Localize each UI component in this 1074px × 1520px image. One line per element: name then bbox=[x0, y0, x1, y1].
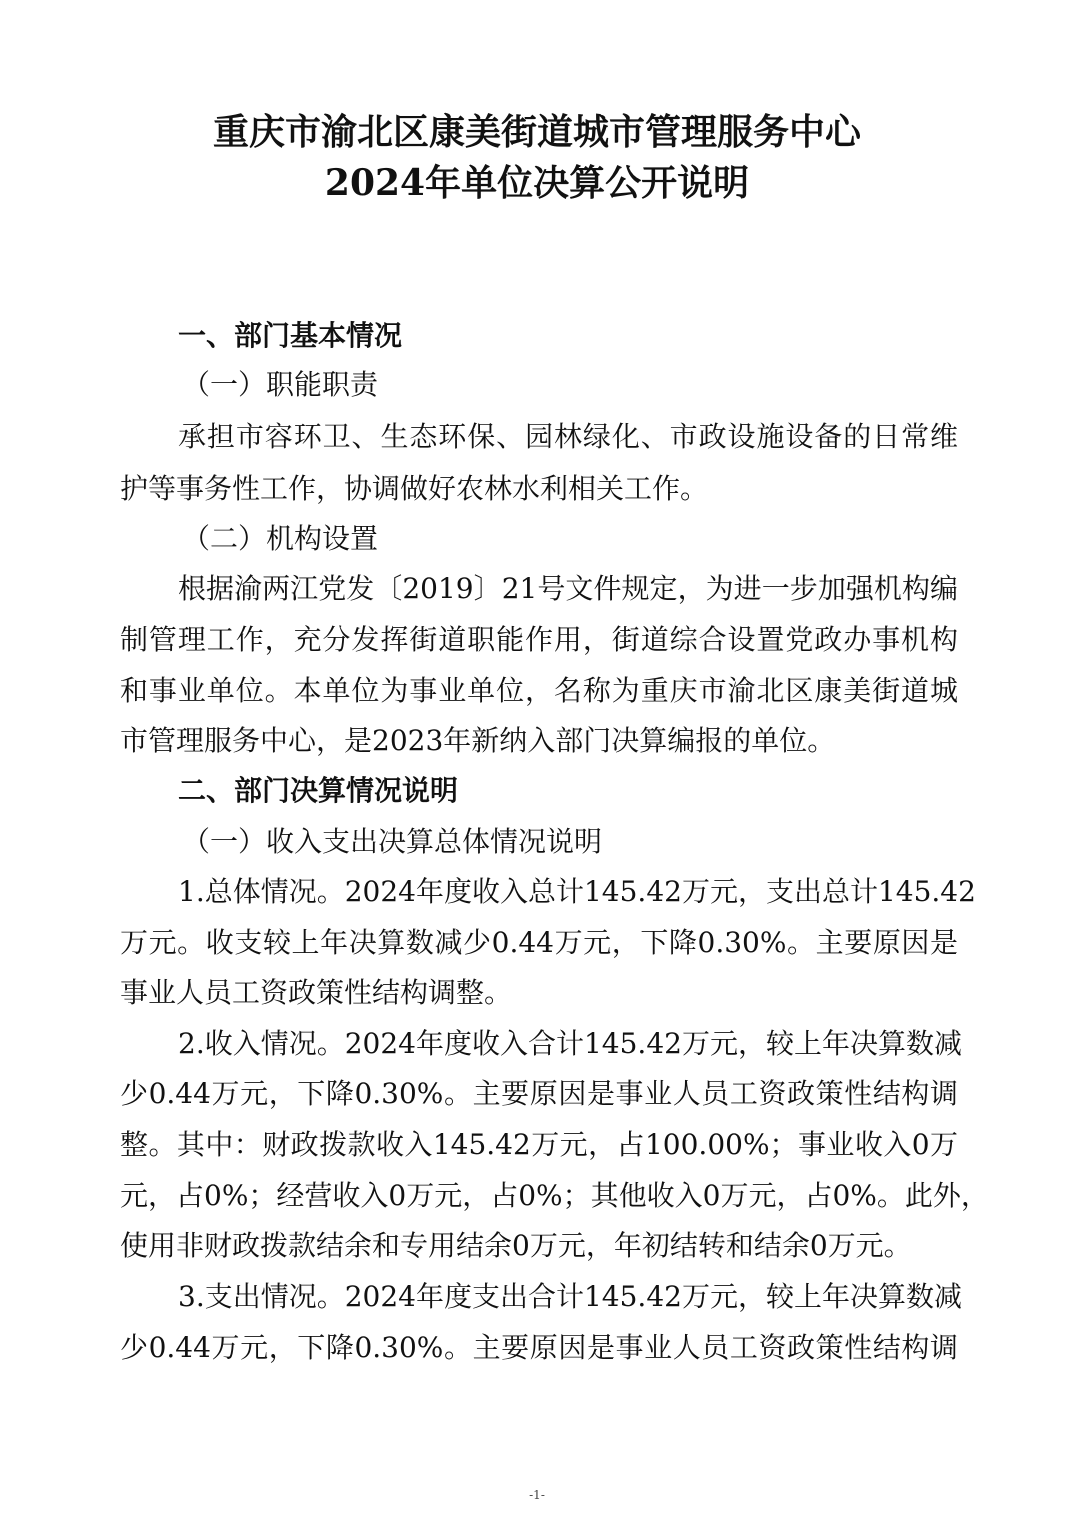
paragraph-line: 市管理服务中心，是2023年新纳入部门决算编报的单位。 bbox=[120, 724, 836, 757]
document-title-line-1: 重庆市渝北区康美街道城市管理服务中心 bbox=[212, 111, 861, 153]
paragraph-line: 万元。收支较上年决算数减少0.44万元，下降0.30%。主要原因是 bbox=[120, 926, 958, 959]
section-heading: 二、部门决算情况说明 bbox=[178, 774, 459, 807]
paragraph-line: 元，占0%；经营收入0万元，占0%；其他收入0万元，占0%。此外， bbox=[120, 1179, 989, 1212]
paragraph-line: 事业人员工资政策性结构调整。 bbox=[120, 976, 513, 1009]
subsection-heading: （一）收入支出决算总体情况说明 bbox=[182, 825, 603, 858]
paragraph-line: 承担市容环卫、生态环保、园林绿化、市政设施设备的日常维 bbox=[178, 420, 958, 453]
page-number: -1- bbox=[529, 1488, 545, 1502]
document-title-line-2: 2024年单位决算公开说明 bbox=[324, 162, 750, 204]
paragraph-line: 整。其中：财政拨款收入145.42万元，占100.00%；事业收入0万 bbox=[120, 1128, 958, 1161]
paragraph-line: 护等事务性工作，协调做好农林水利相关工作。 bbox=[120, 472, 709, 505]
paragraph-line: 使用非财政拨款结余和专用结余0万元，年初结转和结余0万元。 bbox=[120, 1229, 912, 1262]
paragraph-line: 1.总体情况。2024年度收入总计145.42万元，支出总计145.42 bbox=[178, 875, 976, 908]
paragraph-line: 制管理工作，充分发挥街道职能作用，街道综合设置党政办事机构 bbox=[120, 623, 958, 656]
section-heading: 一、部门基本情况 bbox=[178, 319, 403, 352]
subsection-heading: （二）机构设置 bbox=[182, 522, 379, 555]
paragraph-line: 和事业单位。本单位为事业单位，名称为重庆市渝北区康美街道城 bbox=[120, 674, 958, 707]
paragraph-line: 少0.44万元，下降0.30%。主要原因是事业人员工资政策性结构调 bbox=[120, 1077, 958, 1110]
subsection-heading: （一）职能职责 bbox=[182, 368, 379, 401]
paragraph-line: 3.支出情况。2024年度支出合计145.42万元，较上年决算数减 bbox=[178, 1280, 962, 1313]
paragraph-line: 少0.44万元，下降0.30%。主要原因是事业人员工资政策性结构调 bbox=[120, 1331, 958, 1364]
paragraph-line: 2.收入情况。2024年度收入合计145.42万元，较上年决算数减 bbox=[178, 1027, 962, 1060]
paragraph-line: 根据渝两江党发〔2019〕21号文件规定，为进一步加强机构编 bbox=[178, 572, 958, 605]
